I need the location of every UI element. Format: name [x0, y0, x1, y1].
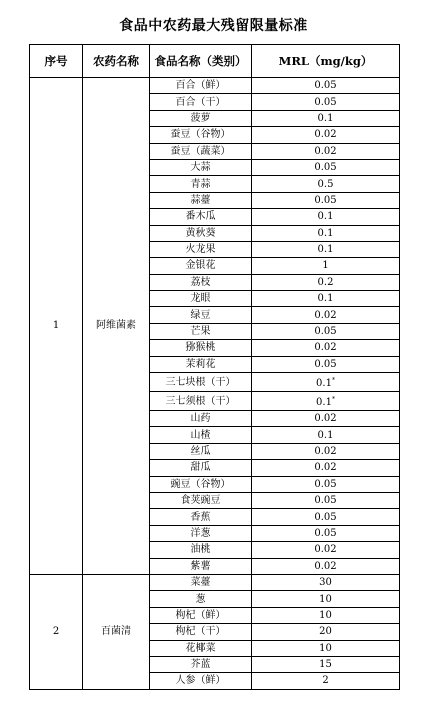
- mrl-value: 15: [319, 659, 332, 671]
- table-header-row: [30, 45, 400, 78]
- food-name-cell: 猕猴桃: [150, 340, 252, 356]
- mrl-value: 0.02: [314, 145, 337, 157]
- mrl-value-cell: [252, 176, 400, 192]
- food-name-cell: 豌豆（谷物）: [150, 476, 252, 492]
- mrl-value: 0.1: [317, 227, 334, 239]
- mrl-value-cell: [252, 624, 400, 640]
- mrl-value: 0.1: [316, 378, 332, 390]
- header-food: 食品名称（类别）: [150, 45, 252, 78]
- mrl-value: 2: [322, 675, 329, 687]
- mrl-value: 0.05: [314, 80, 337, 92]
- mrl-value: 0.1: [317, 293, 334, 305]
- food-name-cell: 蚕豆（蔬菜）: [150, 143, 252, 159]
- footnote-mark: *: [331, 396, 335, 404]
- pesticide-name-cell: 百菌清: [83, 574, 150, 689]
- mrl-value: 0.02: [314, 309, 337, 321]
- mrl-value-cell: [252, 558, 400, 574]
- header-pesticide: 农药名称: [83, 45, 150, 78]
- group-number-cell: 2: [30, 574, 83, 689]
- mrl-value: 0.05: [314, 478, 337, 490]
- group-number-cell: 1: [30, 78, 83, 575]
- mrl-value-cell: [252, 209, 400, 225]
- mrl-value-cell: [252, 640, 400, 656]
- mrl-value: 1: [322, 260, 329, 272]
- food-name-cell: 枸杞（干）: [150, 624, 252, 640]
- mrl-value: 0.2: [317, 276, 334, 288]
- food-name-cell: 金银花: [150, 258, 252, 274]
- mrl-value-cell: [252, 356, 400, 372]
- mrl-value-cell: [252, 192, 400, 208]
- mrl-value: 0.02: [314, 342, 337, 354]
- mrl-value-cell: [252, 258, 400, 274]
- mrl-value-cell: [252, 143, 400, 159]
- pesticide-name-cell: 阿维菌素: [83, 78, 150, 575]
- mrl-value-cell: [252, 291, 400, 307]
- mrl-value-cell: [252, 274, 400, 290]
- mrl-value-cell: [252, 460, 400, 476]
- table-body: [30, 78, 400, 690]
- food-name-cell: 丝瓜: [150, 443, 252, 459]
- mrl-value-cell: [252, 340, 400, 356]
- mrl-value-cell: [252, 323, 400, 339]
- mrl-value: 0.05: [314, 511, 337, 523]
- mrl-value: 0.02: [314, 446, 337, 457]
- food-name-cell: 茉莉花: [150, 356, 252, 372]
- food-name-cell: 山药: [150, 411, 252, 427]
- mrl-value-cell: [252, 78, 400, 94]
- food-name-cell: 食荚豌豆: [150, 492, 252, 508]
- food-name-cell: 百合（鲜）: [150, 78, 252, 94]
- food-name-cell: 芥蓝: [150, 656, 252, 672]
- mrl-value-cell: [252, 574, 400, 590]
- mrl-value: 0.02: [314, 129, 337, 141]
- mrl-value-cell: [252, 443, 400, 459]
- mrl-value: 0.02: [314, 560, 337, 572]
- table-row: [30, 78, 400, 94]
- food-name-cell: 芒果: [150, 323, 252, 339]
- mrl-value: 10: [319, 593, 332, 605]
- page-title: 食品中农药最大残留限量标准: [119, 18, 308, 34]
- mrl-value: 0.05: [314, 194, 337, 206]
- mrl-value-cell: [252, 127, 400, 143]
- mrl-value-cell: [252, 542, 400, 558]
- food-name-cell: 荔枝: [150, 274, 252, 290]
- mrl-value-cell: [252, 159, 400, 175]
- mrl-value: 0.05: [314, 162, 337, 174]
- mrl-value: 0.02: [314, 413, 337, 425]
- mrl-value-cell: [252, 94, 400, 110]
- mrl-value: 0.1: [317, 211, 334, 223]
- food-name-cell: 黄秋葵: [150, 225, 252, 241]
- mrl-value-cell: [252, 607, 400, 623]
- food-name-cell: 油桃: [150, 542, 252, 558]
- mrl-value: 20: [319, 626, 332, 638]
- header-no: 序号: [30, 45, 83, 78]
- food-name-cell: 人参（鲜）: [150, 673, 252, 689]
- food-name-cell: 甜瓜: [150, 460, 252, 476]
- food-name-cell: 绿豆: [150, 307, 252, 323]
- food-name-cell: 三七须根（干）: [150, 392, 252, 411]
- mrl-value-cell: [252, 110, 400, 126]
- mrl-value-cell: [252, 509, 400, 525]
- food-name-cell: 三七块根（干）: [150, 373, 252, 392]
- mrl-value: 0.5: [317, 178, 334, 190]
- mrl-value: 0.05: [314, 96, 337, 108]
- header-mrl: MRL（mg/kg）: [252, 45, 400, 78]
- mrl-value: 0.02: [314, 462, 337, 474]
- food-name-cell: 葱: [150, 591, 252, 607]
- mrl-value-cell: [252, 225, 400, 241]
- mrl-value-cell: [252, 411, 400, 427]
- mrl-value-cell: [252, 591, 400, 607]
- mrl-value: 0.05: [314, 495, 337, 507]
- footnote-mark: *: [331, 377, 335, 385]
- mrl-value: 0.05: [314, 527, 337, 539]
- mrl-value: 10: [319, 609, 332, 621]
- food-name-cell: 洋葱: [150, 525, 252, 541]
- mrl-value: 0.1: [317, 244, 334, 256]
- mrl-value-cell: [252, 307, 400, 323]
- food-name-cell: 菠萝: [150, 110, 252, 126]
- food-name-cell: 香蕉: [150, 509, 252, 525]
- food-name-cell: 大蒜: [150, 159, 252, 175]
- mrl-value-cell: [252, 656, 400, 672]
- mrl-value-cell: [252, 427, 400, 443]
- mrl-value-cell: [252, 373, 400, 392]
- mrl-value-cell: [252, 492, 400, 508]
- food-name-cell: 花椰菜: [150, 640, 252, 656]
- mrl-value: 10: [319, 642, 332, 654]
- mrl-value: 0.05: [314, 358, 337, 370]
- mrl-value: 0.02: [314, 544, 337, 556]
- food-name-cell: 菜薹: [150, 574, 252, 590]
- food-name-cell: 龙眼: [150, 291, 252, 307]
- food-name-cell: 枸杞（鲜）: [150, 607, 252, 623]
- mrl-table: [29, 44, 400, 690]
- mrl-value-cell: [252, 476, 400, 492]
- food-name-cell: 山楂: [150, 427, 252, 443]
- food-name-cell: 百合（干）: [150, 94, 252, 110]
- mrl-value: 0.05: [314, 326, 337, 338]
- mrl-value: 30: [319, 577, 332, 589]
- mrl-value-cell: [252, 673, 400, 689]
- food-name-cell: 紫薯: [150, 558, 252, 574]
- mrl-value-cell: [252, 525, 400, 541]
- food-name-cell: 青蒜: [150, 176, 252, 192]
- food-name-cell: 火龙果: [150, 241, 252, 257]
- food-name-cell: 番木瓜: [150, 209, 252, 225]
- food-name-cell: 蚕豆（谷物）: [150, 127, 252, 143]
- mrl-value: 0.1: [317, 112, 334, 124]
- mrl-value-cell: [252, 241, 400, 257]
- mrl-value-cell: [252, 392, 400, 411]
- mrl-value: 0.1: [316, 397, 332, 409]
- table-row: [30, 574, 400, 590]
- mrl-value: 0.1: [317, 429, 334, 441]
- food-name-cell: 蒜薹: [150, 192, 252, 208]
